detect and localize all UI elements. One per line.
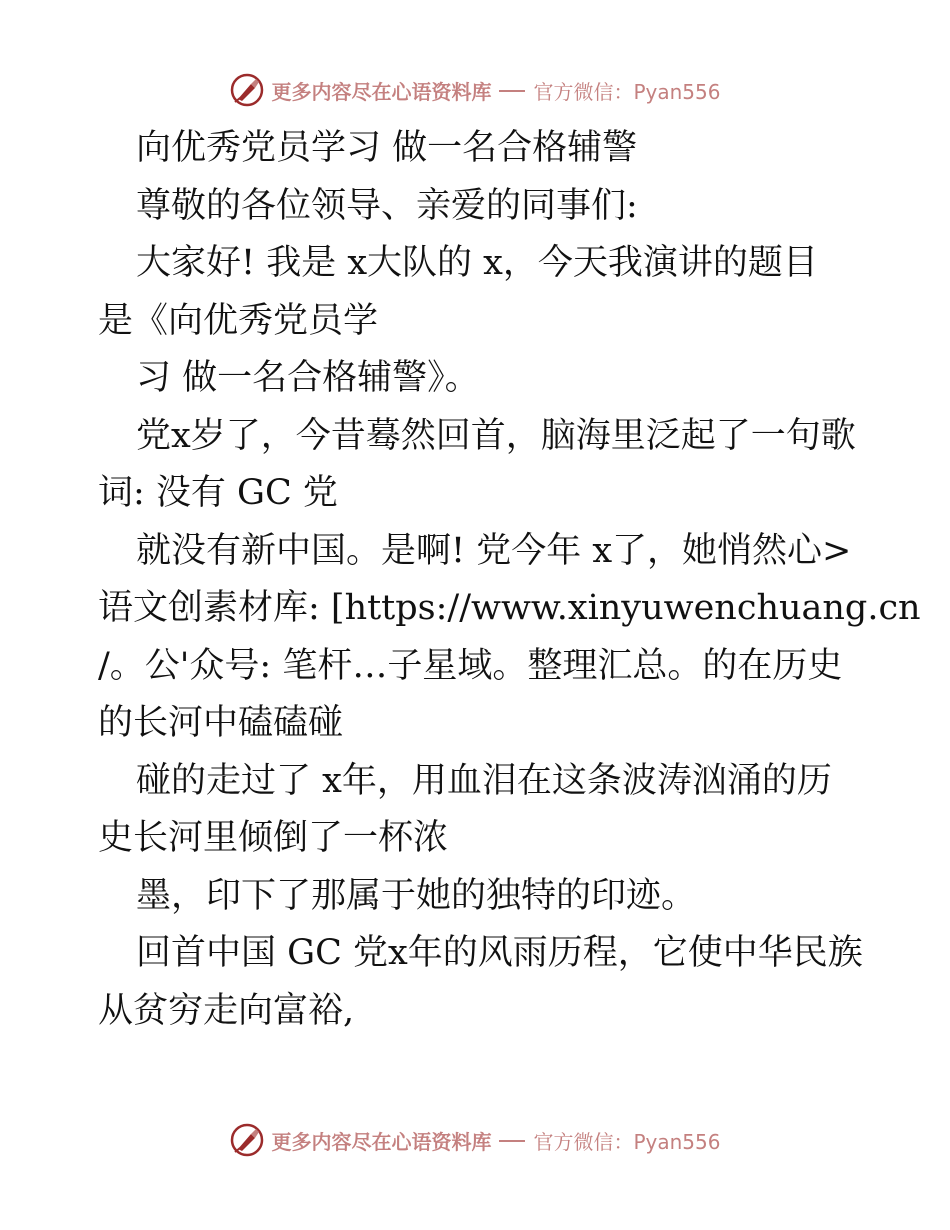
banner-divider xyxy=(499,1140,525,1142)
paragraph-line: /。公'众号: 笔杆…子星域。整理汇总。的在历史 xyxy=(98,645,843,686)
banner-site-name: 更多内容尽在心语资料库 xyxy=(271,1129,492,1154)
paragraph-line: 碰的走过了 x年，用血泪在这条波涛汹涌的历 xyxy=(136,760,832,801)
banner-wechat-id: 官方微信：Pyan556 xyxy=(533,1129,721,1154)
paragraph-line: 史长河里倾倒了一杯浓 xyxy=(98,818,449,858)
paragraph-line: 词: 没有 GC 党 xyxy=(98,473,338,513)
banner-site-name: 更多内容尽在心语资料库 xyxy=(271,79,492,104)
paragraph-line: 党x岁了，今昔蓦然回首，脑海里泛起了一句歌 xyxy=(136,415,856,456)
banner-divider xyxy=(499,90,525,92)
document-title: 向优秀党员学习 做一名合格辅警 xyxy=(136,128,638,168)
salutation: 尊敬的各位领导、亲爱的同事们: xyxy=(136,185,638,226)
paragraph-line: 回首中国 GC 党x年的风雨历程，它使中华民族 xyxy=(136,933,863,973)
paragraph-line: 从贫穷走向富裕, xyxy=(98,990,355,1031)
paragraph-line: 大家好! 我是 x大队的 x，今天我演讲的题目 xyxy=(136,243,818,283)
banner-wechat-id: 官方微信：Pyan556 xyxy=(533,79,721,104)
document-body xyxy=(98,120,921,1040)
paragraph-line: 墨，印下了那属于她的独特的印迹。 xyxy=(136,875,697,916)
paragraph-line: 是《向优秀党员学 xyxy=(98,300,379,341)
pen-logo-icon xyxy=(229,72,265,108)
paragraph-line: 的长河中磕磕碰 xyxy=(98,703,344,743)
paragraph-line: 语文创素材库: [https://www.xinyuwenchuang.cn xyxy=(98,588,921,628)
paragraph-line: 就没有新中国。是啊! 党今年 x了，她悄然心> xyxy=(136,530,852,571)
footer-banner xyxy=(0,1118,950,1162)
header-banner xyxy=(0,68,950,112)
paragraph-line: 习 做一名合格辅警》。 xyxy=(136,358,480,398)
pen-logo-icon xyxy=(229,1122,265,1158)
